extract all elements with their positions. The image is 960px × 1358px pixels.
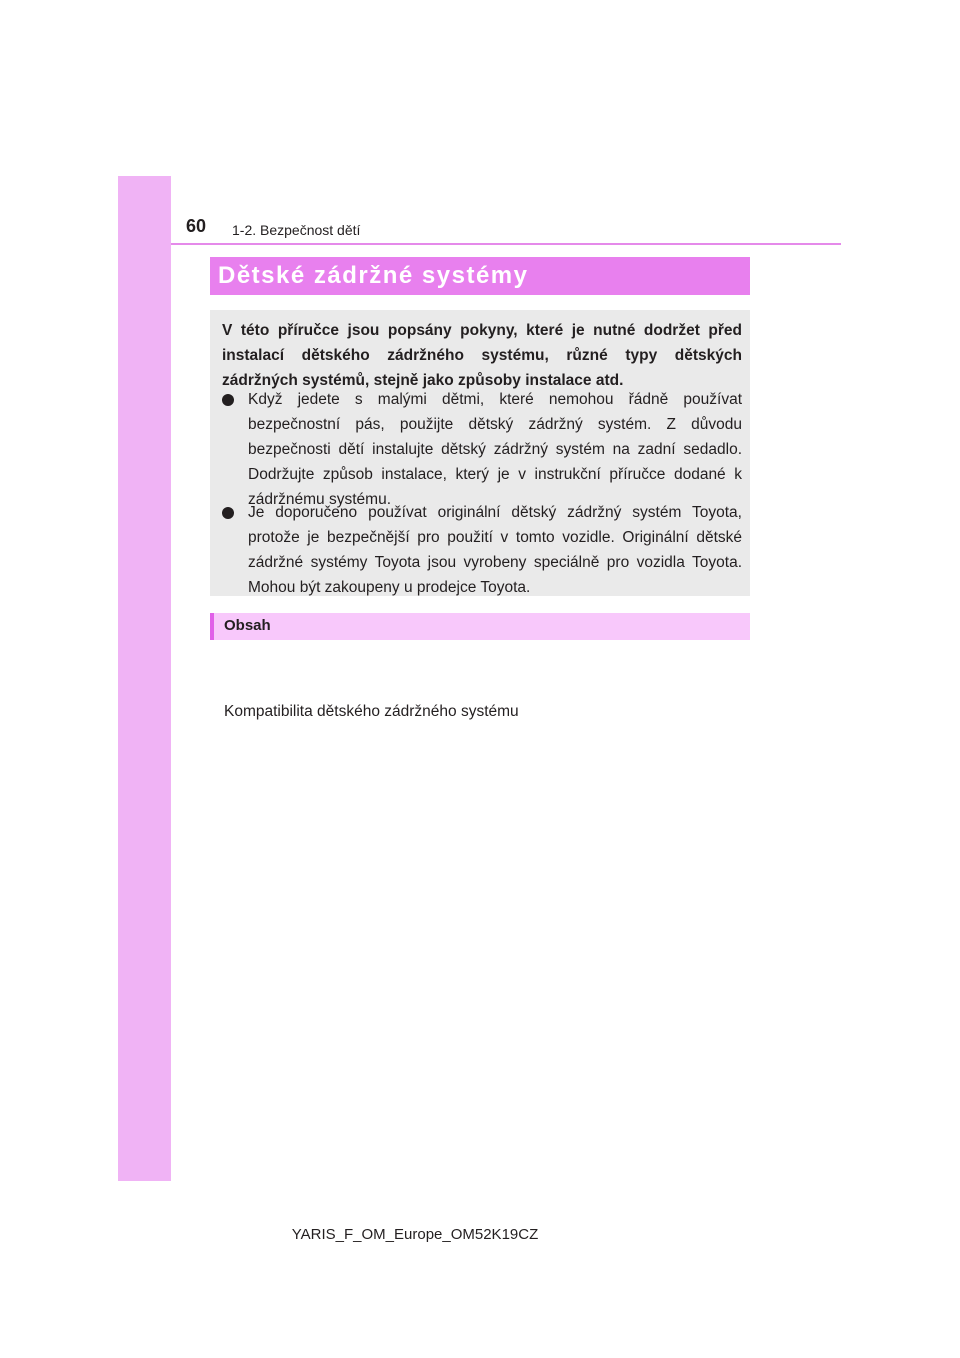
contents-label: Obsah [224, 617, 271, 634]
page-title: Dětské zádržné systémy [218, 262, 529, 289]
intro-bullet [222, 387, 742, 512]
side-tab [118, 176, 171, 1181]
footer [0, 1226, 960, 1243]
bullet-icon [222, 507, 234, 519]
section-label: 1-2. Bezpečnost dětí [232, 222, 361, 238]
intro-bullet [222, 500, 742, 600]
intro-bullet-text: Když jedete s malými dětmi, které nemohou řádně používat bezpečnostní pás, použijte dětský zádržný systém. Z důvodu bezpečnosti dětí instalujte dětský zádržný systém na zadní sedadlo. Dodržujte způsob instalace, který je v instrukční příručce dodané k zádržnému systému. [248, 391, 742, 508]
page-number: 60 [186, 216, 207, 236]
footer-code: YARIS_F_OM_Europe_OM52K19CZ [291, 1226, 539, 1243]
toc-item-text-line1: Kompatibilita dětského zádržného systému [224, 703, 519, 720]
bullet-icon [222, 394, 234, 406]
intro-bullet-text: Je doporučeno používat originální dětský zádržný systém Toyota, protože je bezpečnější pro použití v tomto vozidle. Originální dětské zádržné systémy Toyota jsou vyrobeny speciálně pro vozidla Toyota. Mohou být zakoupeny u prodejce Toyota. [248, 504, 742, 596]
intro-lead: V této příručce jsou popsány pokyny, které je nutné dodržet před instalací dětského zádržného systému, různé typy dětských zádržných systémů, stejně jako způsoby instalace atd. [222, 322, 742, 389]
header-rule [171, 243, 841, 245]
contents-bar [210, 613, 750, 640]
